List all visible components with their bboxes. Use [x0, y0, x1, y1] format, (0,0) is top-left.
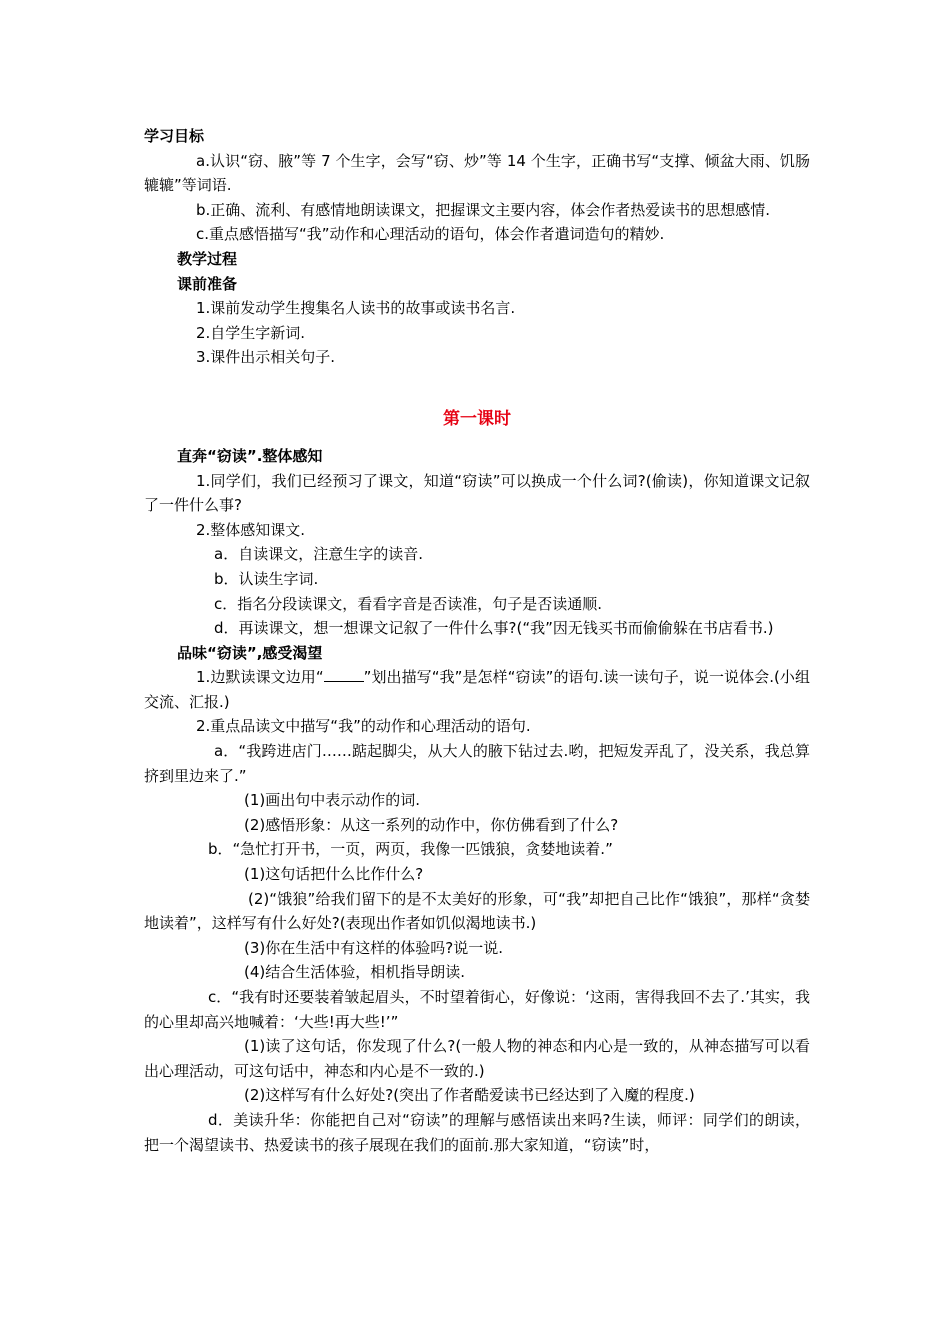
section2-item-2d: d．美读升华：你能把自己对“窃读”的理解与感悟读出来吗?生读，师评：同学们的朗读，把一个渴望读书、热爱读书的孩子展现在我们的面前.那大家知道，“窃读”时，	[144, 1110, 810, 1154]
section2-heading: 品味“窃读”,感受渴望	[177, 643, 323, 662]
section1-item-2d: d．再读课文，想一想课文记叙了一件什么事?(“我”因无钱买书而偷偷躲在书店看书.)	[214, 619, 774, 638]
section2-item-2c-2: (2)这样写有什么好处?(突出了作者酷爱读书已经达到了入魔的程度.)	[244, 1086, 695, 1105]
section1-heading: 直奔“窃读”.整体感知	[177, 446, 323, 465]
section2-item-2b-1: (1)这句话把什么比作什么?	[244, 865, 424, 884]
section1-item-2c: c．指名分段读课文，看看字音是否读准，句子是否读通顺.	[214, 594, 603, 613]
goal-b: b.正确、流利、有感情地朗读课文，把握课文主要内容，体会作者热爱读书的思想感情.	[196, 200, 771, 219]
spacer	[144, 370, 810, 407]
section2-item-2: 2.重点品读文中描写“我”的动作和心理活动的语句.	[196, 717, 531, 736]
process-heading: 教学过程	[177, 249, 238, 268]
section1-item-1: 1.同学们，我们已经预习了课文，知道“窃读”可以换成一个什么词?(偷读)，你知道课文记叙了一件什么事?	[144, 471, 810, 515]
prep-item-3: 3.课件出示相关句子.	[196, 348, 336, 367]
goals-heading: 学习目标	[144, 127, 205, 145]
section2-item-1	[144, 665, 810, 714]
section2-item-2a-1: (1)画出句中表示动作的词.	[244, 791, 421, 810]
goal-a: a.认识“窃、腋”等 7 个生字，会写“窃、炒”等 14 个生字，正确书写“支撑、倾盆大雨、饥肠辘辘”等词语.	[144, 151, 810, 195]
section2-item-2b-4: (4)结合生活体验，相机指导朗读.	[244, 963, 466, 982]
lesson-title: 第一课时	[443, 408, 511, 429]
section2-item-2c-1: (1)读了这句话，你发现了什么?(一般人物的神态和内心是一致的，从神态描写可以看出心理活动，可这句话中，神态和内心是不一致的.)	[144, 1037, 810, 1080]
section2-item-1-before: 1.边默读课文边用“	[196, 668, 324, 687]
section1-item-2b: b．认读生字词.	[214, 569, 319, 588]
prep-item-1: 1.课前发动学生搜集名人读书的故事或读书名言.	[196, 299, 516, 318]
underline-blank	[324, 667, 364, 682]
prep-item-2: 2.自学生字新词.	[196, 323, 306, 342]
section2-item-2c: c．“我有时还要装着皱起眉头，不时望着街心，好像说：‘这雨，害得我回不去了.’其实，我的心里却高兴地喊着：‘大些!再大些!’”	[144, 988, 810, 1031]
section2-item-2a-2: (2)感悟形象：从这一系列的动作中，你仿佛看到了什么?	[244, 815, 619, 834]
document-page	[144, 124, 810, 1157]
section2-item-1-after: ”划出描写“我”是怎样“窃读”的语句.读一读句子，说一说体会.(小组交流、汇报.)	[144, 668, 810, 711]
section2-item-2a: a．“我跨进店门……踮起脚尖，从大人的腋下钻过去.哟，把短发弄乱了，没关系，我总算挤到里边来了.”	[144, 742, 810, 785]
prep-heading: 课前准备	[177, 274, 238, 293]
goal-c: c.重点感悟描写“我”动作和心理活动的语句，体会作者遣词造句的精妙.	[196, 225, 665, 244]
section2-item-2b-2: (2)“饿狼”给我们留下的是不太美好的形象，可“我”却把自己比作“饿狼”，那样“贪婪地读着”，这样写有什么好处?(表现出作者如饥似渴地读书.)	[144, 889, 810, 933]
section2-item-2b: b．“急忙打开书，一页，两页，我像一匹饿狼，贪婪地读着.”	[208, 840, 613, 859]
section1-item-2a: a．自读课文，注意生字的读音.	[214, 545, 423, 564]
section2-item-2b-3: (3)你在生活中有这样的体验吗?说一说.	[244, 938, 503, 957]
section1-item-2: 2.整体感知课文.	[196, 520, 306, 539]
